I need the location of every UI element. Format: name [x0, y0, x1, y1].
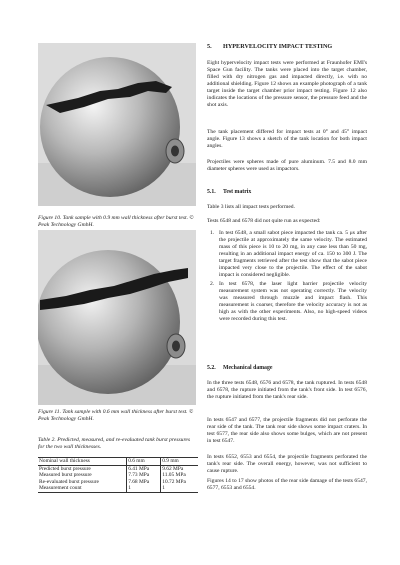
table-cell: Measured burst pressure [39, 472, 92, 479]
section-5-1-heading [207, 188, 367, 196]
test-anomaly-list [207, 230, 367, 325]
section-5-2-paragraph-3: In tests 6552, 6553 and 6554, the projectile fragments perforated the tank's rear side. The overall energy, however, was not sufficient to cause rupture. [207, 454, 367, 474]
list-text: In test 6578, the laser light barrier projectile velocity measurement system was not operating correctly. The velocity was measured through muzzle and impact flash. This measurement is coarser, therefore the velocity accuracy is not as high as with the other experiments. Also, no high-speed videos were recorded during this test. [219, 281, 367, 322]
table-cell: 0.9 mm [161, 458, 198, 466]
table-row [38, 465, 198, 472]
table-cell: Measurement count [38, 485, 127, 492]
table-row [38, 485, 198, 492]
section-title: Test matrix [223, 189, 252, 195]
section-title: HYPERVELOCITY IMPACT TESTING [223, 43, 333, 50]
table-cell: 0.6 mm [127, 458, 161, 466]
table-cell: 1 [127, 485, 161, 492]
section-5-heading [207, 43, 367, 51]
list-number: 2. [210, 281, 215, 287]
figure-11-caption: Figure 11. Tank sample with 0.6 mm wall thickness after burst test. © Peak Technology GmbH. [38, 409, 194, 422]
list-text: In test 6548, a small sabot piece impacted the tank ca. 5 μs after the projectile at approximately the same velocity. The estimated mass of this piece is 10 to 20 mg, in any case less than 50 mg, resulting in an additional impact energy of ca. 150 to 300 J. The target fragments retrieved after the test show that the sabot piece impacted very close to the projectile. The effect of the sabot impact is considered negligible. [219, 230, 367, 278]
table-cell: 11.05 MPa [161, 472, 198, 479]
section-5-1-paragraph-1: Table 3 lists all impact tests performed. [207, 204, 295, 210]
table-2-caption: Table 2. Predicted, measured, and re-evaluated tank burst pressures for the two wall thicknesses. [38, 437, 191, 450]
section-5-1-paragraph-2: Tests 6548 and 6578 did not quite run as expected: [207, 218, 321, 224]
section-5-2-heading [207, 364, 367, 372]
section-5-paragraph-2: The tank placement differed for impact tests at 0° and 45° impact angle. Figure 13 shows a sketch of the tank location for both impact angles. [207, 129, 367, 149]
section-5-paragraph-3: Projectiles were spheres made of pure aluminum. 7.5 and 8.0 mm diameter spheres were used as impactors. [207, 159, 367, 172]
section-number: 5.1. [207, 189, 216, 195]
table-cell: 6.41 MPa [127, 465, 161, 472]
table-cell: Predicted burst pressure [38, 465, 127, 472]
table-cell: 7.68 MPa [127, 479, 161, 486]
section-title: Mechanical damage [223, 365, 273, 371]
section-5-paragraph-1: Eight hypervelocity impact tests were performed at Fraunhofer EMI's Space Gun facility. The tanks were placed into the target chamber, filled with dry nitrogen gas and impacted directly, i.e. with no additional shielding. Figure 12 shows an example photograph of a tank target inside the target chamber prior impact testing. Figure 12 also indicates the locations of the pressure sensor, the pressure feed and the shot axis. [207, 60, 367, 108]
table-row [38, 472, 198, 479]
figure-10-caption: Figure 10. Tank sample with 0.9 mm wall thickness after burst test. © Peak Technology GmbH. [38, 215, 194, 228]
list-item [207, 281, 367, 323]
list-item [207, 230, 367, 279]
section-number: 5. [207, 43, 212, 50]
section-5-2-paragraph-2: In tests 6547 and 6577, the projectile fragments did not perforate the rear side of the tank. The tank rear side shows some impact craters. In test 6577, the rear side also shows some bulges, which are not present in test 6547. [207, 417, 367, 444]
figure-11-photo [38, 230, 196, 405]
table-row [38, 479, 198, 486]
section-number: 5.2. [207, 365, 216, 371]
table-cell: 7.73 MPa [127, 472, 161, 479]
table-cell: 1 [161, 485, 198, 492]
table-cell: Nominal wall thickness [38, 458, 127, 466]
section-5-2-paragraph-1: In the three tests 6548, 6576 and 6578, the tank ruptured. In tests 6548 and 6578, the rupture initiated from the tank's front side. In test 6576, the rupture initiated from the tank's rear side. [207, 380, 367, 400]
table-row [38, 458, 198, 466]
figure-10-photo [38, 43, 196, 206]
table-cell: 9.62 MPa [161, 465, 198, 472]
burst-pressure-table [38, 457, 198, 493]
section-5-2-paragraph-4: Figures 14 to 17 show photos of the rear side damage of the tests 6547, 6577, 6553 and 6554. [207, 478, 367, 491]
table-cell: 10.72 MPa [161, 479, 198, 486]
table-cell: Re-evaluated burst pressure [39, 478, 99, 485]
list-number: 1. [210, 230, 215, 236]
